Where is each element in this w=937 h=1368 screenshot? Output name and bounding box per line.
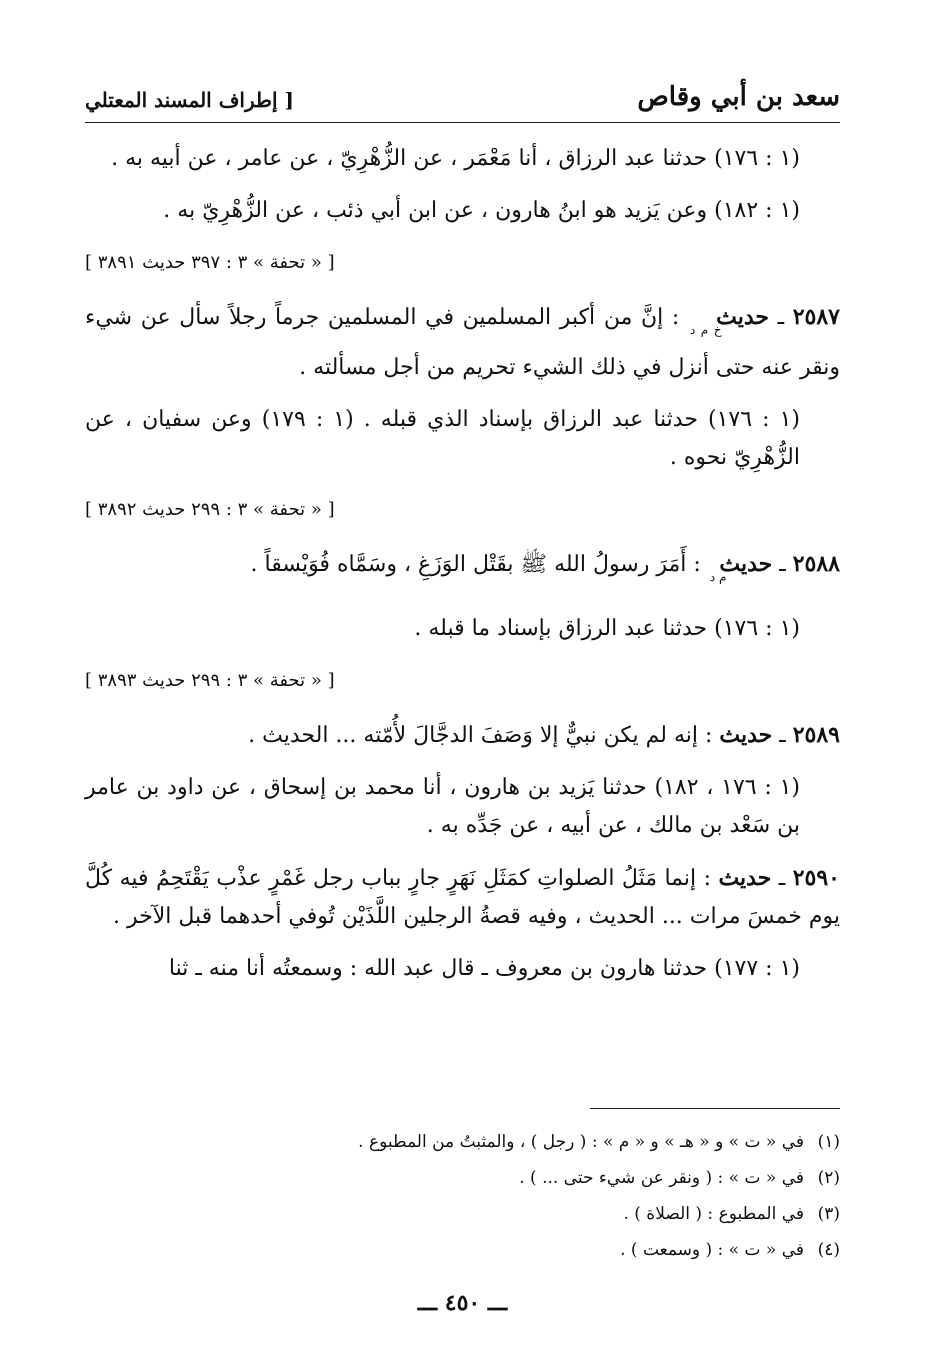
hadith-text: : أَمَرَ رسولُ الله ﷺ بقَتْل الوَزَغِ ، وسَمَّاه فُوَيْسقاً .: [250, 552, 701, 577]
isnad-line: (١ : ١٧٦) حدثنا عبد الرزاق بإسناد ما قبله .: [414, 616, 800, 641]
main-text: [85, 140, 840, 1002]
hadith-text: : إنما مَثَلُ الصلواتِ كمَثَلِ نَهَرٍ جارٍ بباب رجل غَمْرٍ عذْب يَقْتَحِمُ فيه كُلَّ يوم خمسَ مرات ... الحديث ، وفيه قصةُ الرجلين اللَّذَيْن تُوفي أحدهما قبل الآخر .: [85, 866, 840, 929]
hadith-number: ٢٥٨٧: [792, 304, 840, 330]
footnote-text: في « ت » و « هـ » و « م » : ( رجل ) ، والمثبتُ من المطبوع .: [358, 1132, 804, 1152]
footnote-text: في « ت » : ( ونقر عن شيء حتى ... ) .: [519, 1168, 804, 1188]
header-book-title: [ إطراف المسند المعتلي: [85, 88, 294, 112]
book-page: [85, 60, 840, 1316]
hadith-entry: ٢٥٨٧ ـ حديث $_{خ م د}$ : إنَّ من أكبر المسلمين في المسلمين جرماً رجلاً سأل عن شيء ونقر عنه حتى أنزل في ذلك الشيء تحريم من أجل مسألته .: [85, 304, 840, 380]
footnote: [85, 1232, 840, 1268]
hadith-keyword: حديث: [719, 722, 773, 748]
page-number: ـــ ٤٥٠ ـــ: [417, 1290, 508, 1316]
footnote-text: في المطبوع : ( الصلاة ) .: [623, 1204, 804, 1224]
footnote-number: (٣): [817, 1204, 840, 1224]
header-chapter-title: سعد بن أبي وقاص: [637, 82, 840, 112]
hadith-sigla: م د: [709, 570, 727, 584]
hadith-keyword: حديث: [716, 304, 769, 330]
isnad-line: (١ : ١٧٧) حدثنا هارون بن معروف ـ قال عبد الله : وسمعتُه أنا منه ـ ثنا: [168, 956, 800, 981]
hadith-number: ٢٥٨٨: [792, 551, 840, 577]
isnad-line: (١ : ١٧٦) حدثنا عبد الرزاق بإسناد الذي قبله . (١ : ١٧٩) وعن سفيان ، عن الزُّهْرِيّ نحوه .: [85, 407, 800, 470]
isnad-line: (١ : ١٧٦ ، ١٨٢) حدثنا يَزيد بن هارون ، أنا محمد بن إسحاق ، عن داود بن عامر بن سَعْد بن مالك ، عن أبيه ، عن جَدِّه به .: [85, 775, 800, 838]
hadith-entry: ٢٥٩٠ ـ حديث : إنما مَثَلُ الصلواتِ كمَثَلِ نَهَرٍ جارٍ بباب رجل غَمْرٍ عذْب يَقْتَحِمُ فيه كُلَّ يوم خمسَ مرات ... الحديث ، وفيه قصةُ الرجلين اللَّذَيْن تُوفي أحدهما قبل الآخر .: [85, 865, 840, 929]
header-rule: [85, 122, 840, 123]
isnad-line: (١ : ١٨٢) وعن يَزيد هو ابنُ هارون ، عن ابن أبي ذئب ، عن الزُّهْرِيّ به .: [163, 198, 800, 223]
footnote-number: (٢): [817, 1168, 840, 1188]
hadith-number: ٢٥٩٠: [792, 865, 840, 891]
footnotes: [85, 1124, 840, 1268]
hadith-keyword: حديث: [718, 865, 772, 891]
hadith-text: : إنه لم يكن نبيٌّ إلا وَصَفَ الدجَّالَ لأُمّته ... الحديث .: [248, 723, 713, 748]
hadith-entry: ٢٥٨٨ ـ حديث $_{م د}$ : أَمَرَ رسولُ الله ﷺ بقَتْل الوَزَغِ ، وسَمَّاه فُوَيْسقاً .: [250, 551, 840, 584]
footnote-number: (٤): [817, 1240, 840, 1260]
footnote-text: في « ت » : ( وسمعت ) .: [620, 1240, 804, 1260]
hadith-number: ٢٥٨٩: [792, 722, 840, 748]
footnote: [85, 1124, 840, 1160]
tuhfa-reference: [ « تحفة » ٣ : ٢٩٩ حديث ٣٨٩٢ ]: [85, 499, 335, 520]
tuhfa-reference: [ « تحفة » ٣ : ٢٩٩ حديث ٣٨٩٣ ]: [85, 670, 335, 691]
hadith-entry: ٢٥٨٩ ـ حديث : إنه لم يكن نبيٌّ إلا وَصَفَ الدجَّالَ لأُمّته ... الحديث .: [248, 722, 840, 748]
isnad-line: (١ : ١٧٦) حدثنا عبد الرزاق ، أنا مَعْمَر ، عن الزُّهْرِيّ ، عن عامر ، عن أبيه به .: [111, 146, 800, 171]
tuhfa-reference: [ « تحفة » ٣ : ٣٩٧ حديث ٣٨٩١ ]: [85, 252, 335, 273]
hadith-text: : إنَّ من أكبر المسلمين في المسلمين جرماً رجلاً سأل عن شيء ونقر عنه حتى أنزل في ذلك الشيء تحريم من أجل مسألته .: [85, 305, 840, 380]
footnote: [85, 1196, 840, 1232]
footnote-rule: [590, 1108, 840, 1109]
footnote: [85, 1160, 840, 1196]
footnote-number: (١): [817, 1132, 840, 1152]
hadith-sigla: خ م د: [689, 323, 722, 337]
hadith-keyword: حديث: [719, 551, 773, 577]
running-header: [85, 82, 840, 122]
